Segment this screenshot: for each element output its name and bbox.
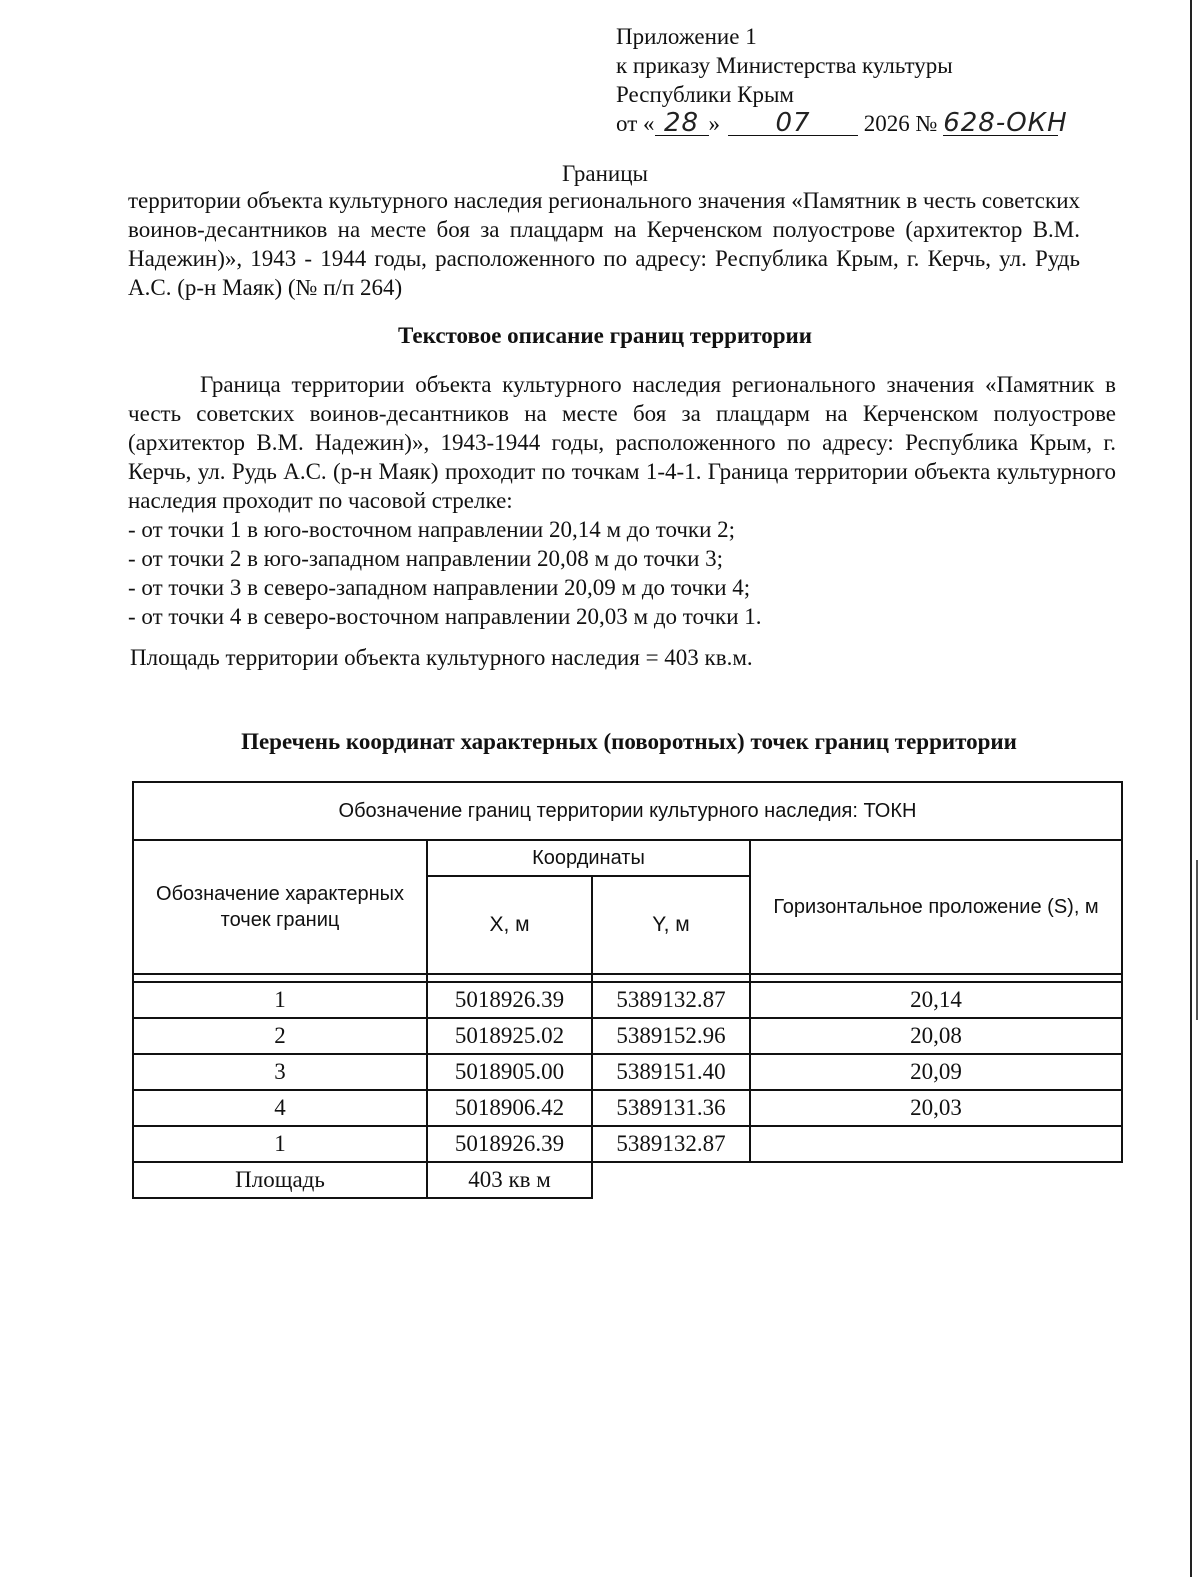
appendix-line-3: Республики Крым — [616, 82, 794, 107]
cell-point: 4 — [133, 1090, 427, 1126]
header-x: X, м — [427, 876, 592, 974]
table-caption: Обозначение границ территории культурного наследия: ТОКН — [133, 782, 1122, 840]
header-coordinates: Координаты — [427, 840, 750, 876]
cell-y: 5389131.36 — [592, 1090, 750, 1126]
cell-empty — [750, 1162, 1122, 1198]
cell-empty — [592, 1162, 750, 1198]
month-handwritten: 07 — [775, 108, 811, 138]
date-prefix: от « — [616, 111, 655, 136]
table-area-row — [133, 1162, 1122, 1198]
document-subtitle: территории объекта культурного наследия регионального значения «Памятник в честь советских воинов-десантников на месте боя за плацдарм на Керченском полуострове (архитектор В.М. Надежин)», 1943 - 1944 годы, расположенного по адресу: Республика Крым, г. Керчь, ул. Рудь А.С. (р-н Маяк) (№ п/п 264) — [128, 188, 1080, 300]
year-label: 2026 № — [863, 111, 938, 136]
description-paragraph: Граница территории объекта культурного наследия регионального значения «Памятник в честь советских воинов-десантников на месте боя за плацдарм на Керченском полуострове (архитектор В.М. Надежин)», 1943-1944 годы, расположенного по адресу: Республика Крым, г. Керчь, ул. Рудь А.С. (р-н Маяк) проходит по точкам 1-4-1. Граница территории объекта культурного наследия проходит по часовой стрелке: — [128, 372, 1116, 513]
cell-y: 5389132.87 — [592, 982, 750, 1018]
table-row — [133, 1126, 1122, 1162]
table-row — [133, 982, 1122, 1018]
cell-s — [750, 1126, 1122, 1162]
cell-y: 5389132.87 — [592, 1126, 750, 1162]
cell-point: 3 — [133, 1054, 427, 1090]
order-number-field — [943, 108, 1068, 138]
cell-point: 1 — [133, 1126, 427, 1162]
cell-x: 5018905.00 — [427, 1054, 592, 1090]
table-row — [133, 1018, 1122, 1054]
appendix-date-line — [616, 109, 1136, 138]
boundary-description — [128, 370, 1116, 631]
section-title-coordinates: Перечень координат характерных (поворотных) точек границ территории — [241, 729, 1017, 754]
cell-x: 5018926.39 — [427, 982, 592, 1018]
cell-x: 5018926.39 — [427, 1126, 592, 1162]
date-mid: » — [708, 111, 720, 136]
scan-edge — [1190, 0, 1192, 1577]
header-distance: Горизонтальное проложение (S), м — [750, 840, 1122, 974]
document-title: Границы — [562, 161, 648, 186]
appendix-header — [616, 22, 1136, 138]
cell-s: 20,08 — [750, 1018, 1122, 1054]
appendix-line-2: к приказу Министерства культуры — [616, 53, 953, 78]
month-field — [728, 109, 858, 136]
header-y: Y, м — [592, 876, 750, 974]
table-spacer — [133, 974, 1122, 982]
cell-s: 20,03 — [750, 1090, 1122, 1126]
area-statement: Площадь территории объекта культурного наследия = 403 кв.м. — [130, 645, 753, 670]
day-field — [655, 109, 709, 136]
description-item: - от точки 3 в северо-западном направлении 20,09 м до точки 4; — [128, 575, 751, 600]
cell-point: 2 — [133, 1018, 427, 1054]
description-item: - от точки 2 в юго-западном направлении 20,08 м до точки 3; — [128, 546, 724, 571]
appendix-line-1: Приложение 1 — [616, 24, 757, 49]
section-title-description: Текстовое описание границ территории — [397, 323, 813, 348]
cell-x: 5018925.02 — [427, 1018, 592, 1054]
table-row — [133, 1090, 1122, 1126]
description-item: - от точки 4 в северо-восточном направлении 20,03 м до точки 1. — [128, 604, 762, 629]
cell-area-value: 403 кв м — [427, 1162, 592, 1198]
coordinates-table — [132, 781, 1123, 1199]
order-number-handwritten: 628-ОКН — [943, 108, 1068, 138]
description-item: - от точки 1 в юго-восточном направлении 20,14 м до точки 2; — [128, 517, 736, 542]
table-row — [133, 1054, 1122, 1090]
cell-s: 20,09 — [750, 1054, 1122, 1090]
header-point: Обозначение характерных точек границ — [133, 840, 427, 974]
cell-area-label: Площадь — [133, 1162, 427, 1198]
cell-y: 5389152.96 — [592, 1018, 750, 1054]
cell-y: 5389151.40 — [592, 1054, 750, 1090]
cell-x: 5018906.42 — [427, 1090, 592, 1126]
cell-s: 20,14 — [750, 982, 1122, 1018]
cell-point: 1 — [133, 982, 427, 1018]
day-handwritten: 28 — [663, 108, 700, 138]
scan-edge-mark — [1196, 860, 1198, 1020]
